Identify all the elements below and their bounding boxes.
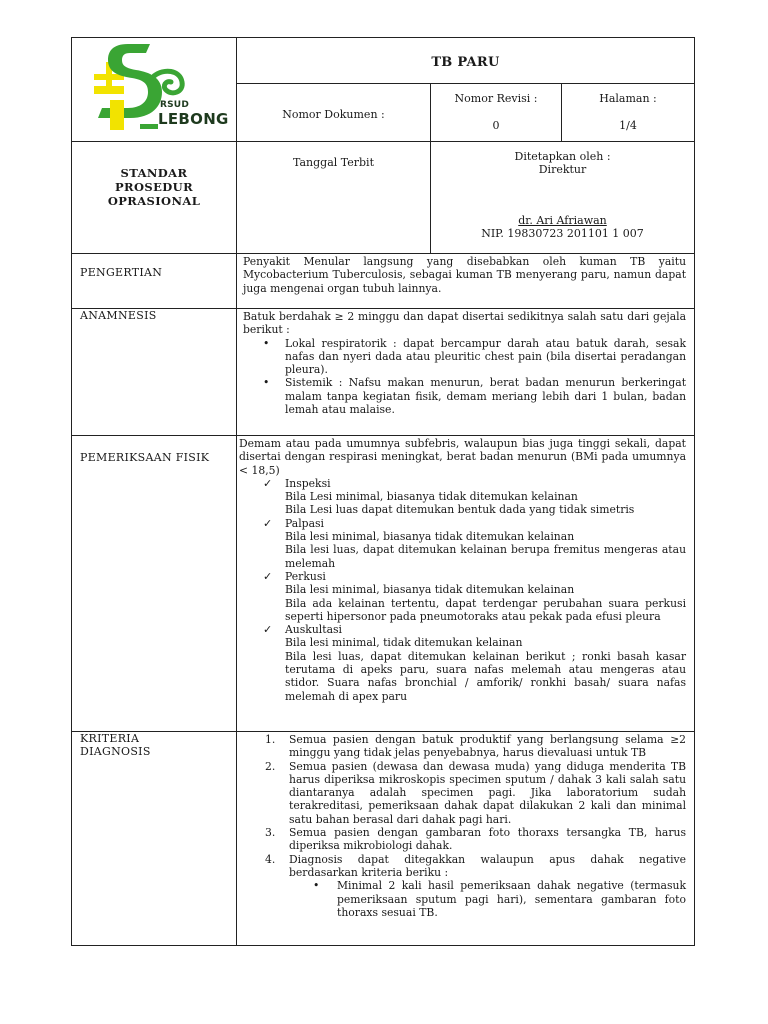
kriteria-list	[243, 733, 686, 919]
pemeriksaan-item-line: Bila ada kelainan tertentu, dapat terdengar perubahan suara perkusi seperti hipersonor pada pneumotoraks atau pekak pada efusi pleura	[285, 596, 687, 623]
signer-nip: NIP. 19830723 201101 1 007	[481, 227, 644, 240]
pemeriksaan-item-line: Bila lesi luas, dapat ditemukan kelainan berikut ; ronki basah kasar terutama di apeks paru, suara nafas melemah atau mengeras atau stidor. Suara nafas bronchial / amforik/ ronkhi basah/ suara nafas melemah di apex paru	[285, 649, 687, 703]
list-text: Diagnosis dapat ditegakkan walaupun apus dahak negative berdasarkan kriteria beriku :	[289, 852, 687, 879]
pemeriksaan-item-line: Bila lesi luas, dapat ditemukan kelainan berupa fremitus mengeras atau melemah	[285, 543, 687, 570]
list-item	[265, 733, 687, 760]
halaman-value: 1/4	[619, 119, 637, 133]
pemeriksaan-item-title: Perkusi	[285, 569, 326, 583]
pemeriksaan-item-title: Palpasi	[285, 516, 325, 530]
checkmark-icon: ✓	[263, 623, 273, 637]
list-item: • Minimal 2 kali hasil pemeriksaan dahak negative (termasuk pemeriksaan sputum pagi hari), sementara gambaran foto thoraxs sesuai TB.	[337, 879, 686, 919]
halaman-label: Halaman :	[599, 92, 657, 106]
pemeriksaan-item-line: Bila lesi minimal, tidak ditemukan kelainan	[285, 636, 523, 650]
checkmark-icon: ✓	[263, 569, 273, 583]
checkmark-icon: ✓	[263, 476, 273, 490]
list-number: 3.	[265, 826, 276, 840]
pemeriksaan-item-line: Bila Lesi luas dapat ditemukan bentuk dada yang tidak simetris	[285, 503, 635, 517]
nomor-dokumen-label: Nomor Dokumen :	[282, 108, 385, 122]
list-text: Semua pasien (dewasa dan dewasa muda) yang diduga menderita TB harus diperiksa mikroskopis specimen sputum / dahak 3 kali salah satu diantaranya adalah specimen pagi. Jika laboratorium sudah terakreditasi, pemeriksaan dahak dapat dilakukan 2 kali dan minimal satu bahan berasal dari dahak pagi hari.	[289, 759, 687, 826]
ditetapkan-value: Direktur	[538, 163, 587, 176]
anamnesis-label: ANAMNESIS	[72, 309, 237, 436]
tanggal-terbit-label: Tanggal Terbit	[292, 156, 374, 169]
list-number: 4.	[265, 852, 276, 866]
sop-document	[71, 37, 694, 946]
list-item	[265, 852, 687, 919]
logo-text-lebong: LEBONG	[158, 110, 229, 128]
logo-text-rsud: RSUD	[160, 100, 189, 110]
list-item	[263, 476, 686, 517]
pemeriksaan-intro: Demam atau pada umumnya subfebris, walaupun bias juga tinggi sekali, dapat disertai dengan respirasi meningkat, berat badan menurun (BMi pada umumnya < 18,5)	[239, 437, 687, 477]
anamnesis-content	[237, 309, 695, 436]
list-number: 1.	[265, 733, 276, 746]
sop-line-2: PROSEDUR	[114, 180, 194, 194]
pemeriksaan-label: PEMERIKSAAN FISIK	[72, 436, 237, 732]
kriteria-label-line-2: DIAGNOSIS	[80, 745, 151, 758]
sop-cell	[72, 142, 237, 254]
signer-name: dr. Ari Afriawan	[518, 214, 607, 227]
document-title: TB PARU	[431, 55, 500, 71]
anamnesis-intro: Batuk berdahak ≥ 2 minggu dan dapat disertai sedikitnya salah satu dari gejala berikut :	[243, 310, 687, 337]
tanggal-terbit-cell	[237, 142, 431, 254]
pemeriksaan-item-line: Bila lesi minimal, biasanya tidak ditemukan kelainan	[285, 530, 575, 544]
anamnesis-list	[243, 337, 686, 417]
nomor-revisi-value: 0	[492, 119, 500, 133]
pemeriksaan-item-title: Auskultasi	[285, 623, 343, 637]
kriteria-content	[237, 732, 695, 946]
sop-line-3: OPRASIONAL	[107, 194, 201, 208]
pemeriksaan-list	[239, 477, 686, 703]
title-cell	[237, 38, 695, 84]
pemeriksaan-item-title: Inspeksi	[285, 476, 331, 490]
nomor-dokumen-cell	[237, 84, 431, 142]
nomor-revisi-cell	[431, 84, 562, 142]
sop-line-1: STANDAR	[120, 166, 188, 180]
sop-table	[71, 37, 695, 946]
kriteria-label-line-1: KRITERIA	[80, 732, 140, 745]
list-item: • Sistemik : Nafsu makan menurun, berat badan menurun berkeringat malam tanpa kegiatan fisik, demam meriang lebih dari 1 bulan, badan lemah atau malaise.	[285, 376, 686, 416]
list-item	[263, 516, 687, 570]
list-text: Semua pasien dengan batuk produktif yang berlangsung selama ≥2 minggu yang tidak jelas penyebabnya, harus dievaluasi untuk TB	[289, 733, 687, 760]
logo-cell	[72, 38, 237, 142]
rsud-lebong-logo	[72, 38, 236, 141]
list-item: • Lokal respiratorik : dapat bercampur darah atau batuk darah, sesak nafas dan nyeri dada atau pleuritic chest pain (bila disertai peradangan pleura).	[285, 337, 686, 377]
list-number: 2.	[265, 759, 276, 773]
pengertian-label: PENGERTIAN	[72, 254, 237, 309]
checkmark-icon: ✓	[263, 516, 273, 530]
kriteria-label	[72, 732, 237, 946]
pemeriksaan-item-line: Bila lesi minimal, biasanya tidak ditemukan kelainan	[285, 583, 575, 597]
list-text: Semua pasien dengan gambaran foto thoraxs tersangka TB, harus diperiksa mikrobiologi dahak.	[289, 826, 687, 853]
ditetapkan-cell	[431, 142, 695, 254]
list-item	[265, 759, 687, 826]
halaman-cell	[562, 84, 695, 142]
pengertian-text: Penyakit Menular langsung yang disebabkan oleh kuman TB yaitu Mycobacterium Tuberculosis, sebagai kuman TB menyerang paru, namun dapat juga mengenai organ tubuh lainnya.	[243, 255, 687, 295]
pemeriksaan-item-line: Bila Lesi minimal, biasanya tidak ditemukan kelainan	[285, 490, 578, 504]
pemeriksaan-content	[237, 436, 695, 732]
list-item	[265, 826, 687, 853]
nomor-revisi-label: Nomor Revisi :	[454, 92, 538, 106]
pengertian-content	[237, 254, 695, 309]
ditetapkan-label: Ditetapkan oleh :	[514, 150, 611, 163]
list-item	[263, 569, 687, 623]
list-item	[263, 623, 687, 703]
kriteria-sub-list	[289, 879, 686, 919]
